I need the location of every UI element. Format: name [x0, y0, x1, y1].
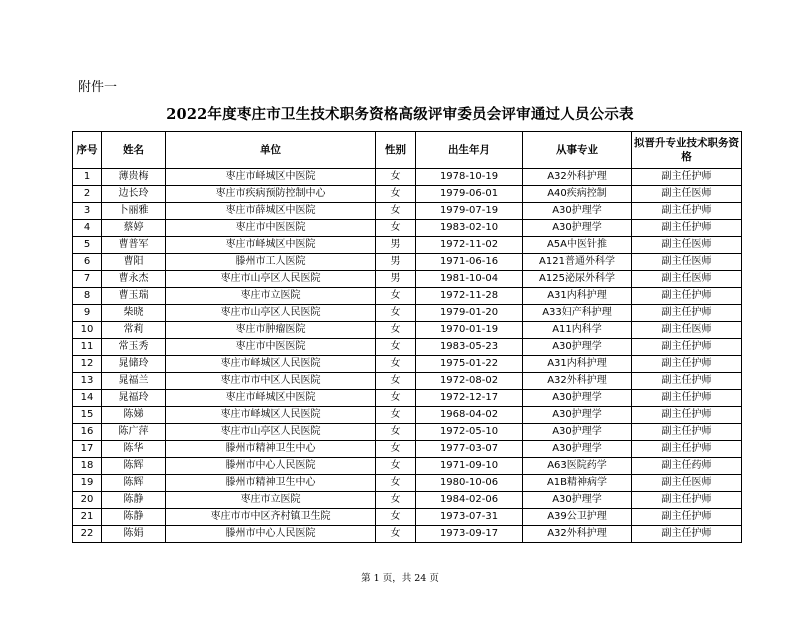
cell-birth: 1975-01-22 [416, 356, 523, 373]
cell-birth: 1977-03-07 [416, 441, 523, 458]
cell-name: 卜丽雅 [102, 203, 166, 220]
cell-title: 副主任护师 [632, 169, 742, 186]
cell-gender: 女 [376, 390, 416, 407]
cell-title: 副主任护师 [632, 424, 742, 441]
cell-specialty: A31内科护理 [523, 356, 632, 373]
cell-index: 7 [73, 271, 102, 288]
page-footer: 第 1 页，共 24 页 [361, 573, 439, 584]
cell-name: 陈辉 [102, 475, 166, 492]
cell-name: 陈娣 [102, 407, 166, 424]
cell-index: 13 [73, 373, 102, 390]
cell-birth: 1971-06-16 [416, 254, 523, 271]
cell-specialty: A30护理学 [523, 424, 632, 441]
cell-unit: 枣庄市肿瘤医院 [166, 322, 376, 339]
cell-name: 边长玲 [102, 186, 166, 203]
cell-index: 6 [73, 254, 102, 271]
cell-birth: 1973-07-31 [416, 509, 523, 526]
cell-name: 晁福兰 [102, 373, 166, 390]
cell-specialty: A39公卫护理 [523, 509, 632, 526]
cell-unit: 枣庄市山亭区人民医院 [166, 424, 376, 441]
cell-index: 9 [73, 305, 102, 322]
cell-name: 蔡婷 [102, 220, 166, 237]
cell-gender: 女 [376, 526, 416, 543]
cell-specialty: A40疾病控制 [523, 186, 632, 203]
cell-title: 副主任护师 [632, 288, 742, 305]
col-header-unit: 单位 [166, 132, 376, 169]
cell-specialty: A30护理学 [523, 492, 632, 509]
table-row [73, 356, 742, 373]
cell-unit: 枣庄市中医医院 [166, 339, 376, 356]
cell-name: 薄贵梅 [102, 169, 166, 186]
cell-specialty: A30护理学 [523, 390, 632, 407]
cell-name: 曹阳 [102, 254, 166, 271]
cell-birth: 1984-02-06 [416, 492, 523, 509]
cell-index: 8 [73, 288, 102, 305]
cell-index: 4 [73, 220, 102, 237]
cell-birth: 1980-10-06 [416, 475, 523, 492]
cell-title: 副主任护师 [632, 220, 742, 237]
col-header-gender: 性别 [376, 132, 416, 169]
cell-birth: 1979-07-19 [416, 203, 523, 220]
cell-name: 陈娟 [102, 526, 166, 543]
cell-title: 副主任医师 [632, 237, 742, 254]
cell-gender: 女 [376, 186, 416, 203]
table-row [73, 305, 742, 322]
cell-title: 副主任医师 [632, 322, 742, 339]
cell-gender: 女 [376, 441, 416, 458]
table-row [73, 373, 742, 390]
cell-gender: 女 [376, 322, 416, 339]
cell-gender: 女 [376, 475, 416, 492]
cell-birth: 1979-01-20 [416, 305, 523, 322]
cell-gender: 男 [376, 254, 416, 271]
cell-index: 5 [73, 237, 102, 254]
cell-gender: 女 [376, 203, 416, 220]
cell-unit: 枣庄市峄城区人民医院 [166, 407, 376, 424]
cell-title: 副主任护师 [632, 509, 742, 526]
cell-birth: 1983-05-23 [416, 339, 523, 356]
cell-name: 陈辉 [102, 458, 166, 475]
cell-name: 晁福玲 [102, 390, 166, 407]
cell-title: 副主任药师 [632, 458, 742, 475]
cell-unit: 滕州市精神卫生中心 [166, 475, 376, 492]
cell-index: 16 [73, 424, 102, 441]
cell-gender: 男 [376, 237, 416, 254]
cell-unit: 枣庄市山亭区人民医院 [166, 271, 376, 288]
cell-gender: 女 [376, 492, 416, 509]
cell-index: 18 [73, 458, 102, 475]
cell-birth: 1979-06-01 [416, 186, 523, 203]
cell-birth: 1981-10-04 [416, 271, 523, 288]
cell-unit: 枣庄市立医院 [166, 492, 376, 509]
cell-index: 12 [73, 356, 102, 373]
table-row [73, 526, 742, 543]
cell-unit: 滕州市工人医院 [166, 254, 376, 271]
cell-specialty: A63医院药学 [523, 458, 632, 475]
table-row [73, 186, 742, 203]
cell-title: 副主任护师 [632, 356, 742, 373]
table-row [73, 220, 742, 237]
cell-specialty: A30护理学 [523, 407, 632, 424]
cell-title: 副主任护师 [632, 407, 742, 424]
table-row [73, 390, 742, 407]
cell-gender: 女 [376, 288, 416, 305]
cell-gender: 女 [376, 458, 416, 475]
cell-title: 副主任护师 [632, 492, 742, 509]
cell-name: 曹玉瑞 [102, 288, 166, 305]
table-row [73, 458, 742, 475]
cell-index: 21 [73, 509, 102, 526]
cell-gender: 女 [376, 169, 416, 186]
cell-specialty: A30护理学 [523, 220, 632, 237]
cell-gender: 女 [376, 509, 416, 526]
cell-title: 副主任医师 [632, 254, 742, 271]
table-row [73, 288, 742, 305]
cell-birth: 1968-04-02 [416, 407, 523, 424]
cell-name: 陈广萍 [102, 424, 166, 441]
cell-title: 副主任医师 [632, 475, 742, 492]
cell-unit: 枣庄市峄城区中医院 [166, 390, 376, 407]
cell-birth: 1971-09-10 [416, 458, 523, 475]
cell-title: 副主任护师 [632, 203, 742, 220]
table-row [73, 169, 742, 186]
cell-specialty: A30护理学 [523, 203, 632, 220]
cell-title: 副主任医师 [632, 271, 742, 288]
cell-unit: 滕州市精神卫生中心 [166, 441, 376, 458]
cell-unit: 枣庄市市中区齐村镇卫生院 [166, 509, 376, 526]
table-row [73, 322, 742, 339]
cell-birth: 1978-10-19 [416, 169, 523, 186]
col-header-specialty: 从事专业 [523, 132, 632, 169]
cell-name: 晁储玲 [102, 356, 166, 373]
cell-unit: 滕州市中心人民医院 [166, 526, 376, 543]
table-row [73, 475, 742, 492]
col-header-birth: 出生年月 [416, 132, 523, 169]
table-row [73, 203, 742, 220]
table-row [73, 509, 742, 526]
table-row [73, 254, 742, 271]
cell-unit: 枣庄市山亭区人民医院 [166, 305, 376, 322]
cell-specialty: A125泌尿外科学 [523, 271, 632, 288]
cell-unit: 枣庄市峄城区人民医院 [166, 356, 376, 373]
cell-title: 副主任护师 [632, 526, 742, 543]
attachment-label: 附件一 [78, 80, 118, 95]
cell-name: 常玉秀 [102, 339, 166, 356]
table-row [73, 492, 742, 509]
cell-birth: 1973-09-17 [416, 526, 523, 543]
cell-index: 11 [73, 339, 102, 356]
cell-unit: 枣庄市市中区人民医院 [166, 373, 376, 390]
cell-unit: 枣庄市中医医院 [166, 220, 376, 237]
cell-gender: 女 [376, 407, 416, 424]
document-title: 2022年度枣庄市卫生技术职务资格高级评审委员会评审通过人员公示表 [166, 106, 634, 123]
cell-name: 曹普军 [102, 237, 166, 254]
cell-name: 陈静 [102, 492, 166, 509]
cell-birth: 1970-01-19 [416, 322, 523, 339]
cell-birth: 1972-11-28 [416, 288, 523, 305]
cell-index: 10 [73, 322, 102, 339]
col-header-index: 序号 [73, 132, 102, 169]
cell-name: 常莉 [102, 322, 166, 339]
cell-unit: 枣庄市立医院 [166, 288, 376, 305]
cell-specialty: A11内科学 [523, 322, 632, 339]
cell-name: 曹永杰 [102, 271, 166, 288]
cell-index: 3 [73, 203, 102, 220]
cell-specialty: A32外科护理 [523, 373, 632, 390]
cell-index: 1 [73, 169, 102, 186]
cell-index: 17 [73, 441, 102, 458]
cell-gender: 女 [376, 220, 416, 237]
cell-index: 19 [73, 475, 102, 492]
cell-specialty: A1B精神病学 [523, 475, 632, 492]
col-header-name: 姓名 [102, 132, 166, 169]
cell-birth: 1972-12-17 [416, 390, 523, 407]
cell-unit: 枣庄市峄城区中医院 [166, 237, 376, 254]
cell-unit: 枣庄市疾病预防控制中心 [166, 186, 376, 203]
table-row [73, 424, 742, 441]
cell-specialty: A31内科护理 [523, 288, 632, 305]
cell-specialty: A30护理学 [523, 441, 632, 458]
table-row [73, 407, 742, 424]
cell-title: 副主任护师 [632, 373, 742, 390]
cell-unit: 枣庄市峄城区中医院 [166, 169, 376, 186]
cell-index: 15 [73, 407, 102, 424]
cell-specialty: A121普通外科学 [523, 254, 632, 271]
cell-title: 副主任医师 [632, 186, 742, 203]
cell-birth: 1983-02-10 [416, 220, 523, 237]
col-header-title: 拟晋升专业技术职务资格 [632, 132, 742, 169]
cell-name: 柴晓 [102, 305, 166, 322]
cell-index: 14 [73, 390, 102, 407]
cell-index: 20 [73, 492, 102, 509]
cell-specialty: A30护理学 [523, 339, 632, 356]
table-row [73, 339, 742, 356]
cell-gender: 男 [376, 271, 416, 288]
cell-gender: 女 [376, 305, 416, 322]
cell-birth: 1972-11-02 [416, 237, 523, 254]
cell-birth: 1972-05-10 [416, 424, 523, 441]
cell-gender: 女 [376, 373, 416, 390]
cell-unit: 滕州市中心人民医院 [166, 458, 376, 475]
cell-birth: 1972-08-02 [416, 373, 523, 390]
cell-gender: 女 [376, 339, 416, 356]
cell-unit: 枣庄市薛城区中医院 [166, 203, 376, 220]
cell-specialty: A5A中医针推 [523, 237, 632, 254]
header-row [73, 132, 742, 169]
cell-specialty: A33妇产科护理 [523, 305, 632, 322]
cell-specialty: A32外科护理 [523, 526, 632, 543]
cell-title: 副主任护师 [632, 390, 742, 407]
cell-title: 副主任护师 [632, 305, 742, 322]
cell-index: 2 [73, 186, 102, 203]
table-row [73, 441, 742, 458]
table-row [73, 237, 742, 254]
cell-gender: 女 [376, 356, 416, 373]
cell-gender: 女 [376, 424, 416, 441]
roster-table [72, 131, 742, 543]
cell-specialty: A32外科护理 [523, 169, 632, 186]
cell-name: 陈华 [102, 441, 166, 458]
cell-name: 陈静 [102, 509, 166, 526]
cell-title: 副主任护师 [632, 339, 742, 356]
cell-index: 22 [73, 526, 102, 543]
cell-title: 副主任护师 [632, 441, 742, 458]
table-row [73, 271, 742, 288]
